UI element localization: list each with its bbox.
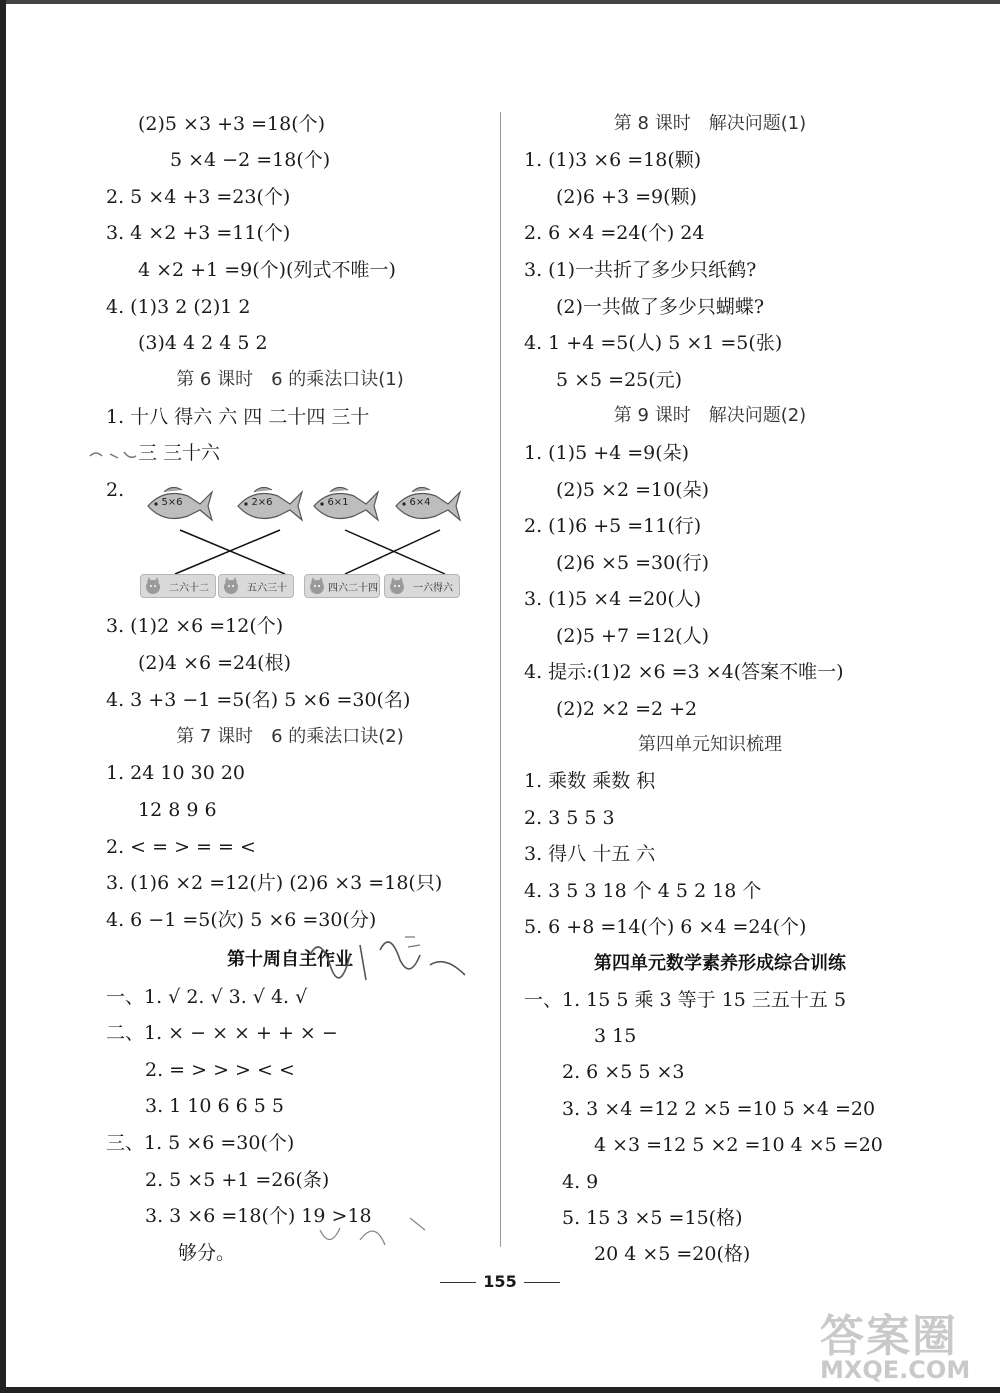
answer-line: 2. 3 5 5 3 bbox=[524, 807, 615, 829]
answer-line: 2. (1)6 +5 =11(行) bbox=[524, 515, 702, 537]
answer-line: (2)5 ×2 =10(朵) bbox=[556, 479, 710, 501]
fish-card bbox=[390, 482, 462, 530]
answer-line: 三、1. 5 ×6 =30(个) bbox=[106, 1132, 295, 1154]
answer-line: 3. 3 ×6 =18(个) 19 >18 bbox=[145, 1205, 372, 1227]
answer-line: 3. (1)5 ×4 =20(人) bbox=[524, 588, 702, 610]
answer-line: 1. (1)3 ×6 =18(颗) bbox=[524, 149, 702, 171]
answer-line: 4. 1 +4 =5(人) 5 ×1 =5(张) bbox=[524, 332, 783, 354]
answer-line: 3. 1 10 6 6 5 5 bbox=[145, 1095, 284, 1117]
lesson7-heading: 第 7 课时 6 的乘法口诀(2) bbox=[176, 726, 404, 747]
answer-line: 一、1. √ 2. √ 3. √ 4. √ bbox=[106, 986, 308, 1008]
lesson9-heading: 第 9 课时 解决问题(2) bbox=[613, 405, 807, 426]
answer-line: 4. 9 bbox=[562, 1171, 599, 1193]
scan-top-edge bbox=[0, 0, 1000, 4]
unit4-review-heading: 第四单元知识梳理 bbox=[638, 734, 782, 755]
answer-line: 3. 3 ×4 =12 2 ×5 =10 5 ×4 =20 bbox=[562, 1098, 876, 1120]
answer-line: 2. = > > > < < bbox=[145, 1059, 295, 1081]
answer-line: 够分。 bbox=[178, 1242, 236, 1264]
fish-label: 5×6 bbox=[161, 497, 183, 508]
week10-heading: 第十周自主作业 bbox=[227, 949, 353, 970]
scan-left-edge bbox=[0, 0, 6, 1393]
answer-line: 3. (1)2 ×6 =12(个) bbox=[106, 615, 284, 637]
answer-line: 一、1. 15 5 乘 3 等于 15 三五十五 5 bbox=[524, 989, 847, 1011]
answer-line: 3. (1)6 ×2 =12(片) (2)6 ×3 =18(只) bbox=[106, 872, 443, 894]
pencil-scribble bbox=[300, 925, 470, 995]
answer-line: 2. 6 ×5 5 ×3 bbox=[562, 1061, 685, 1083]
tag-label: 五六三十 bbox=[247, 583, 287, 594]
answer-line: 5. 15 3 ×5 =15(格) bbox=[562, 1207, 743, 1229]
answer-line: 3. 得八 十五 六 bbox=[524, 843, 656, 865]
answer-line: 2. < = > = = < bbox=[106, 836, 256, 858]
fish-card bbox=[308, 482, 380, 530]
cat-icon bbox=[143, 576, 163, 596]
tag-label: 二六十二 bbox=[169, 583, 209, 594]
footer-rule-right bbox=[524, 1282, 560, 1283]
answer-line: 1. 24 10 30 20 bbox=[106, 762, 245, 784]
answer-line: 20 4 ×5 =20(格) bbox=[594, 1243, 751, 1265]
multiplication-rhyme-tag bbox=[384, 574, 460, 598]
cat-icon bbox=[221, 576, 241, 596]
answer-line: 3 15 bbox=[594, 1025, 637, 1047]
answer-line: 5. 6 +8 =14(个) 6 ×4 =24(个) bbox=[524, 916, 807, 938]
answer-line: 5 ×5 =25(元) bbox=[556, 369, 683, 391]
multiplication-rhyme-tag bbox=[140, 574, 216, 598]
page-number: 155 bbox=[483, 1272, 517, 1291]
watermark-site: MXQE.COM bbox=[820, 1356, 971, 1384]
pencil-scribble bbox=[300, 1210, 440, 1260]
watermark-logo: 答案圈 bbox=[820, 1311, 958, 1362]
fish-label: 2×6 bbox=[251, 497, 273, 508]
column-divider bbox=[500, 112, 501, 1247]
answer-line: 4. 3 +3 −1 =5(名) 5 ×6 =30(名) bbox=[106, 689, 411, 711]
multiplication-rhyme-tag bbox=[218, 574, 294, 598]
answer-line: 二、1. × − × × + + × − bbox=[106, 1022, 338, 1044]
answer-line: 4 ×2 +1 =9(个)(列式不唯一) bbox=[138, 259, 396, 281]
lesson8-heading: 第 8 课时 解决问题(1) bbox=[613, 113, 807, 134]
answer-line: 2. 5 ×5 +1 =26(条) bbox=[145, 1169, 330, 1191]
answer-line: 2. 6 ×4 =24(个) 24 bbox=[524, 222, 705, 244]
answer-line: 3. 4 ×2 +3 =11(个) bbox=[106, 222, 291, 244]
answer-line: 4 ×3 =12 5 ×2 =10 4 ×5 =20 bbox=[594, 1134, 883, 1156]
answer-line: 2. 5 ×4 +3 =23(个) bbox=[106, 186, 291, 208]
answer-line: (2)6 ×5 =30(行) bbox=[556, 552, 710, 574]
answer-line: 12 8 9 6 bbox=[138, 799, 217, 821]
watermark bbox=[820, 1300, 990, 1388]
multiplication-rhyme-tag bbox=[304, 574, 380, 598]
answer-line: 1. 十八 得六 六 四 二十四 三十 bbox=[106, 406, 370, 428]
cat-icon bbox=[387, 576, 407, 596]
lesson6-heading: 第 6 课时 6 的乘法口诀(1) bbox=[176, 369, 404, 390]
tag-label: 一六得六 bbox=[413, 583, 453, 594]
fish-card bbox=[232, 482, 304, 530]
answer-line: (2)6 +3 =9(颗) bbox=[556, 186, 697, 208]
answer-line: 4. 提示:(1)2 ×6 =3 ×4(答案不唯一) bbox=[524, 661, 844, 683]
answer-line: 1. (1)5 +4 =9(朵) bbox=[524, 442, 690, 464]
answer-line: 2. bbox=[106, 479, 125, 501]
answer-line: (2)5 +7 =12(人) bbox=[556, 625, 710, 647]
fish-matching-figure bbox=[140, 482, 470, 602]
answer-line: (2)一共做了多少只蝴蝶? bbox=[556, 296, 765, 318]
pencil-scribble bbox=[88, 444, 138, 464]
unit4-training-heading: 第四单元数学素养形成综合训练 bbox=[594, 953, 846, 974]
answer-line: (2)2 ×2 =2 +2 bbox=[556, 698, 698, 720]
cat-icon bbox=[307, 576, 327, 596]
fish-label: 6×1 bbox=[327, 497, 349, 508]
answer-line: (3)4 4 2 4 5 2 bbox=[138, 332, 268, 354]
answer-line: 三 三十六 bbox=[138, 442, 221, 464]
answer-line: 4. (1)3 2 (2)1 2 bbox=[106, 296, 251, 318]
answer-line: 4. 6 −1 =5(次) 5 ×6 =30(分) bbox=[106, 909, 377, 931]
tag-label: 四六二十四 bbox=[328, 583, 378, 594]
fish-card bbox=[142, 482, 214, 530]
answer-line: 3. (1)一共折了多少只纸鹤? bbox=[524, 259, 757, 281]
answer-line: 5 ×4 −2 =18(个) bbox=[170, 149, 331, 171]
answer-line: (2)5 ×3 +3 =18(个) bbox=[138, 113, 326, 135]
fish-label: 6×4 bbox=[409, 497, 431, 508]
answer-line: (2)4 ×6 =24(根) bbox=[138, 652, 292, 674]
answer-line: 4. 3 5 3 18 个 4 5 2 18 个 bbox=[524, 880, 762, 902]
answer-line: 1. 乘数 乘数 积 bbox=[524, 770, 656, 792]
